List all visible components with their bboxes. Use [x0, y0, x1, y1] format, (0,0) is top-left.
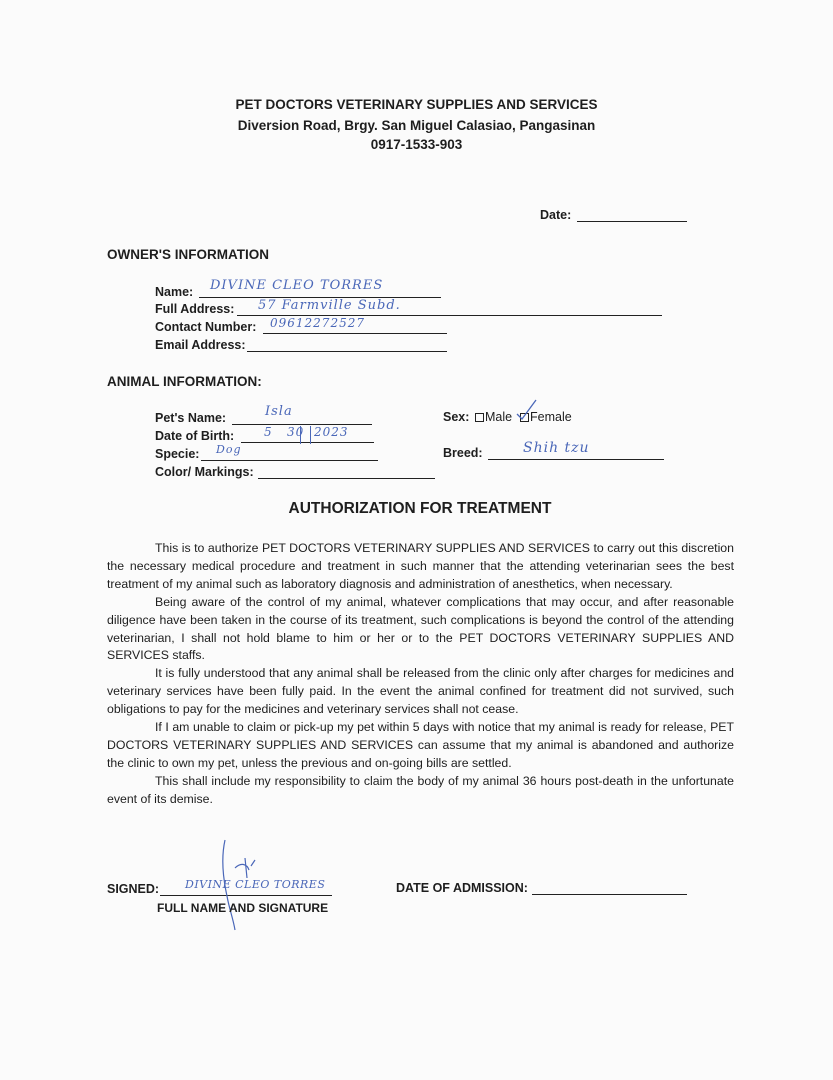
dob-year: 2023 [314, 425, 349, 439]
breed-label: Breed: [443, 446, 483, 460]
dob-label: Date of Birth: [155, 429, 235, 443]
owner-contact-value: 09612272527 [270, 316, 365, 330]
authorization-title: AUTHORIZATION FOR TREATMENT [288, 500, 552, 517]
owner-contact-label: Contact Number: [155, 320, 257, 334]
owner-section-title: OWNER'S INFORMATION [107, 247, 269, 262]
owner-email-label: Email Address: [155, 338, 246, 352]
dob-day: 30 [287, 425, 305, 439]
breed-field[interactable] [488, 459, 664, 460]
dob-field[interactable] [241, 442, 374, 443]
dob-separator-2 [310, 426, 311, 444]
specie-value: Dog [216, 443, 242, 456]
date-label: Date: [540, 208, 572, 222]
signature-scribble-icon [215, 838, 265, 933]
pet-name-label: Pet's Name: [155, 411, 227, 425]
business-phone: 0917-1533-903 [370, 137, 463, 152]
authorization-paragraph: If I am unable to claim or pick-up my pet within 5 days with notice that my animal is ready for release, PET DOCTORS VETERINARY SUPPLIES AND SERVICES can assume that my animal is abandoned and authorize the clinic to own my pet, unless the previous and on-going bills are settled. [107, 720, 734, 770]
sex-label: Sex: [443, 410, 470, 424]
business-name: PET DOCTORS VETERINARY SUPPLIES AND SERVICES [235, 97, 598, 112]
specie-label: Specie: [155, 447, 200, 461]
signed-value: DIVINE CLEO TORRES [185, 878, 326, 891]
color-field[interactable] [258, 478, 435, 479]
owner-name-label: Name: [155, 285, 194, 299]
authorization-paragraph: This is to authorize PET DOCTORS VETERINARY SUPPLIES AND SERVICES to carry out this discretion the necessary medical procedure and treatment in such manner that the attending veterinarian sees the best treatment of my animal such as laboratory diagnosis and administration of anesthetics, when necessary. [107, 541, 734, 591]
color-label: Color/ Markings: [155, 465, 254, 479]
signed-label: SIGNED: [107, 882, 160, 896]
owner-email-field[interactable] [247, 351, 447, 352]
authorization-paragraph: This shall include my responsibility to claim the body of my animal 36 hours post-death in the unfortunate event of its demise. [107, 773, 734, 806]
admission-date-field[interactable] [532, 894, 687, 895]
owner-name-value: DIVINE CLEO TORRES [210, 278, 384, 293]
owner-address-label: Full Address: [155, 302, 235, 316]
authorization-paragraph: It is fully understood that any animal shall be released from the clinic only after charges for medicines and veterinary services have been fully paid. In the event the animal confined for treatment did not survived, such obligations to pay for the medicines and veterinary services shall not cease. [107, 666, 734, 717]
pet-name-value: Isla [265, 404, 293, 419]
owner-contact-field[interactable] [263, 333, 447, 334]
authorization-paragraph: Being aware of the control of my animal, whatever complications that may occur, and after reasonable diligence have been taken in the course of its treatment, such complications is beyond the control of the attending veterinarian, I shall not hold blame to him or her or to the PET DOCTORS VETERINARY SUPPLIES AND SERVICES staffs. [107, 594, 734, 663]
date-field[interactable] [577, 221, 687, 222]
sex-male-checkbox[interactable] [475, 413, 484, 422]
business-address: Diversion Road, Brgy. San Miguel Calasiao, Pangasinan [237, 118, 596, 133]
owner-address-value: 57 Farmville Subd. [258, 298, 401, 313]
specie-field[interactable] [201, 460, 378, 461]
breed-value: Shih tzu [523, 440, 590, 456]
sex-male-label: Male [485, 410, 513, 424]
sex-female-label: Female [530, 410, 572, 424]
signature-sublabel: FULL NAME AND SIGNATURE [157, 901, 329, 915]
authorization-body [107, 540, 734, 809]
animal-section-title: ANIMAL INFORMATION: [107, 374, 262, 389]
dob-month: 5 [264, 425, 273, 439]
admission-date-label: DATE OF ADMISSION: [396, 881, 528, 895]
